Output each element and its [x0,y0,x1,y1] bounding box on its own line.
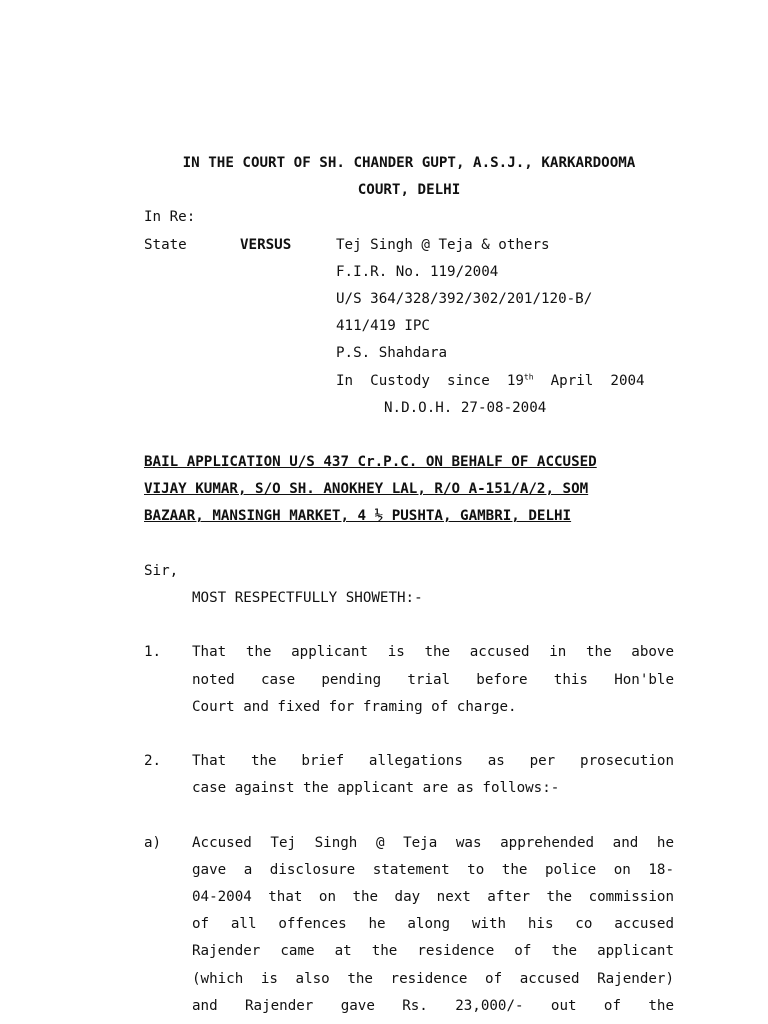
paragraph-line: case against the applicant are as follows:- [192,780,560,797]
versus-label: VERSUS [240,236,292,253]
party-accused: Tej Singh @ Teja & others [336,236,550,253]
police-station: P.S. Shahdara [336,345,448,362]
paragraph-line: That the applicant is the accused in the above [192,644,674,661]
sections-line-2: 411/419 IPC [336,318,430,335]
paragraph-line: 04-2004 that on the day next after the commission [192,889,674,906]
custody-text-a: In Custody since 19 [336,372,524,389]
paragraph-line: Accused Tej Singh @ Teja was apprehended and he [192,834,674,851]
paragraph-line: (which is also the residence of accused Rajender) [192,970,674,987]
application-title-line-3: BAZAAR, MANSINGH MARKET, 4 ½ PUSHTA, GAMBRI, DELHI [144,508,572,525]
paragraph-number: a) [144,834,162,851]
paragraph-line: Court and fixed for framing of charge. [192,698,517,715]
paragraph-line: of all offences he along with his co accused [192,916,674,933]
paragraph-line: Rajender came at the residence of the applicant [192,943,674,960]
sections-line-1: U/S 364/328/392/302/201/120-B/ [336,290,593,307]
paragraph-line: That the brief allegations as per prosecution [192,753,674,770]
paragraph-1 [144,639,674,721]
paragraph-2 [144,748,674,802]
document-page [144,150,674,1020]
custody-text-b: April 2004 [533,372,645,389]
parties-row [144,232,674,259]
paragraph-number: 1. [144,644,162,661]
paragraph-line: gave a disclosure statement to the police on 18- [192,861,674,878]
custody-ordinal: th [523,371,534,381]
paragraph-line: and Rajender gave Rs. 23,000/- out of the [192,997,674,1014]
party-state: State [144,236,187,253]
application-title-line-1: BAIL APPLICATION U/S 437 Cr.P.C. ON BEHALF OF ACCUSED [144,454,597,471]
paragraph-number: 2. [144,753,162,770]
application-title-line-2: VIJAY KUMAR, S/O SH. ANOKHEY LAL, R/O A-151/A/2, SOM [144,481,589,498]
fir-number: F.I.R. No. 119/2004 [336,263,499,280]
in-re-label: In Re: [144,209,196,226]
court-heading-line-2: COURT, DELHI [357,182,461,199]
paragraph-line: noted case pending trial before this Hon'ble [192,671,674,688]
custody-since [144,368,674,395]
showeth-heading: MOST RESPECTFULLY SHOWETH:- [192,590,423,606]
next-date-of-hearing: N.D.O.H. 27-08-2004 [384,399,547,416]
court-heading-line-1: IN THE COURT OF SH. CHANDER GUPT, A.S.J., KARKARDOOMA [182,155,636,171]
salutation: Sir, [144,562,179,579]
paragraph-a [144,830,674,1020]
